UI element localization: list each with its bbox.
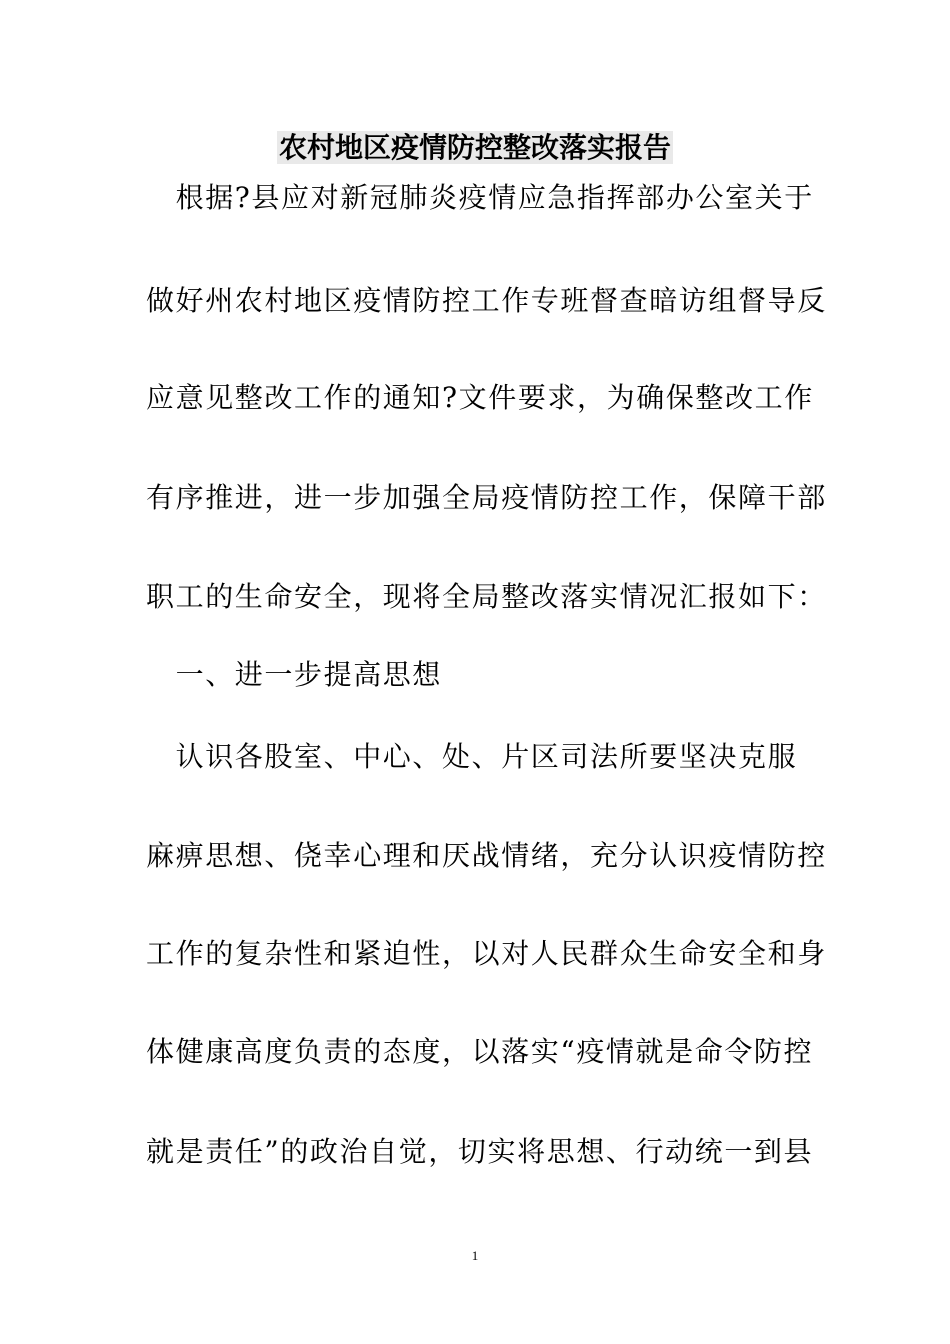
page-number: 1	[471, 1248, 479, 1263]
body-line-8: 麻痹思想、侥幸心理和厌战情绪，充分认识疫情防控	[146, 839, 827, 872]
body-line-11: 就是责任”的政治自觉，切实将思想、行动统一到县	[146, 1135, 814, 1168]
body-line-10: 体健康高度负责的态度，以落实“疫情就是命令防控	[146, 1035, 814, 1068]
body-line-2: 做好州农村地区疫情防控工作专班督查暗访组督导反	[146, 284, 827, 317]
section-heading-1: 一、进一步提高思想	[146, 658, 443, 691]
document-title	[0, 128, 950, 168]
body-line-5: 职工的生命安全，现将全局整改落实情况汇报如下：	[146, 580, 827, 613]
body-line-1: 根据?县应对新冠肺炎疫情应急指挥部办公室关于	[146, 181, 814, 214]
body-line-3: 应意见整改工作的通知?文件要求，为确保整改工作	[146, 381, 814, 414]
body-line-9: 工作的复杂性和紧迫性，以对人民群众生命安全和身	[146, 937, 827, 970]
body-line-4: 有序推进，进一步加强全局疫情防控工作，保障干部	[146, 481, 827, 514]
body-line-7: 认识各股室、中心、处、片区司法所要坚决克服	[146, 740, 798, 773]
document-title-text: 农村地区疫情防控整改落实报告	[278, 131, 671, 164]
